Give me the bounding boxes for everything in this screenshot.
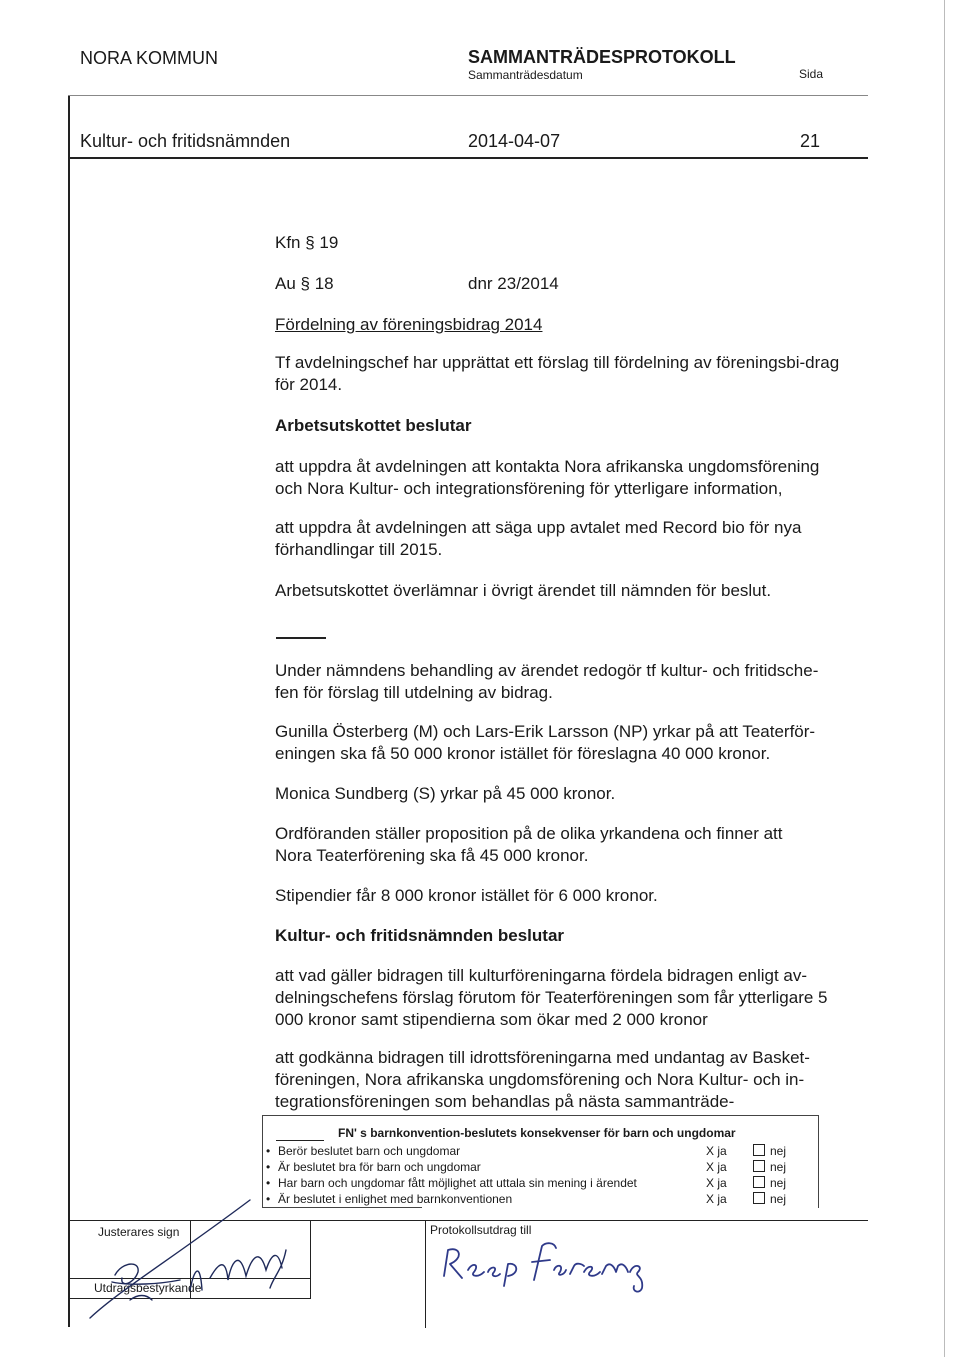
left-margin-rule <box>68 95 70 1327</box>
paragraph-au-decision-1: att uppdra åt avdelningen att kontakta Nora afrikanska ungdomsförening och Nora Kultur- och integrationsförening för ytterligare information, <box>275 457 820 498</box>
page-number: 21 <box>800 131 821 151</box>
utdrag-label: Utdragsbestyrkande <box>94 1281 202 1295</box>
no-checkbox[interactable]: nej <box>753 1159 786 1175</box>
no-checkbox[interactable]: nej <box>753 1191 786 1207</box>
yes-checked[interactable]: X ja <box>706 1176 727 1190</box>
committee-name: Kultur- och fritidsnämnden <box>80 131 291 151</box>
paragraph-decision-culture: att vad gäller bidragen till kulturföreningarna fördela bidragen enligt av-delningschefens förslag förutom för Teaterföreningen som får ytterligare 5 000 kronor samt stipendierna som ökar med 2 000 kronor <box>275 966 828 1029</box>
child-rights-row: • Har barn och ungdomar fått möjlighet att uttala sin mening i ärendet <box>266 1176 637 1190</box>
protokoll-divider <box>425 1220 426 1328</box>
heading-au-decides: Arbetsutskottet beslutar <box>275 416 472 435</box>
heading-committee-decides: Kultur- och fritidsnämnden beslutar <box>275 926 565 945</box>
no-checkbox[interactable]: nej <box>753 1143 786 1159</box>
paragraph-au-decision-2: att uppdra åt avdelningen att säga upp avtalet med Record bio för nya förhandlingar till 2015. <box>275 518 802 559</box>
municipality-name: NORA KOMMUN <box>80 48 219 68</box>
yes-checked[interactable]: X ja <box>706 1144 727 1158</box>
child-rights-title: FN' s barnkonvention-beslutets konsekvenser för barn och ungdomar <box>338 1126 736 1140</box>
au-paragraph-number: Au § 18 <box>275 274 334 293</box>
checkbox-icon <box>753 1176 765 1188</box>
checkbox-icon <box>753 1144 765 1156</box>
child-rights-row: • Är beslutet bra för barn och ungdomar <box>266 1160 481 1174</box>
child-rights-row: • Är beslutet i enlighet med barnkonventionen <box>266 1192 513 1206</box>
blank-line <box>276 1140 324 1141</box>
paragraph-intro: Tf avdelningschef har upprättat ett förslag till fördelning av föreningsbi-drag för 2014. <box>275 353 840 394</box>
justerare-label: Justerares sign <box>98 1225 180 1239</box>
document-type: SAMMANTRÄDESPROTOKOLL <box>468 47 736 67</box>
right-edge-rule <box>944 0 945 1357</box>
child-rights-row: • Berör beslutet barn och ungdomar <box>266 1144 461 1158</box>
signature-marks <box>60 1190 320 1330</box>
header-rule-bottom <box>68 157 868 159</box>
section-divider <box>276 637 326 639</box>
yes-checked[interactable]: X ja <box>706 1192 727 1206</box>
paragraph-chair-proposition: Ordföranden ställer proposition på de olika yrkandena och finner att Nora Teaterförening ska få 45 000 kronor. <box>275 824 783 865</box>
paragraph-au-handover: Arbetsutskottet överlämnar i övrigt ärendet till nämnden för beslut. <box>275 581 772 600</box>
no-checkbox[interactable]: nej <box>753 1175 786 1191</box>
paragraph-proposal-2: Monica Sundberg (S) yrkar på 45 000 kronor. <box>275 784 616 803</box>
meeting-date: 2014-04-07 <box>468 131 561 151</box>
subject-heading: Fördelning av föreningsbidrag 2014 <box>275 315 543 334</box>
protokoll-recipient-handwriting <box>438 1236 668 1296</box>
meeting-date-label: Sammanträdesdatum <box>468 68 583 82</box>
checkbox-icon <box>753 1192 765 1204</box>
paragraph-treatment: Under nämndens behandling av ärendet redogör tf kultur- och fritidsche-fen för förslag till utdelning av bidrag. <box>275 661 819 702</box>
checkbox-icon <box>753 1160 765 1172</box>
paragraph-decision-sports: att godkänna bidragen till idrottsföreningarna med undantag av Basket-föreningen, Nora afrikanska ungdomsförening och Nora Kultur- och in-tegrationsföreningen som behandlas på nästa sammanträde- <box>275 1048 810 1111</box>
page-label: Sida <box>799 67 824 81</box>
case-number: dnr 23/2014 <box>468 274 559 293</box>
paragraph-scholarships: Stipendier får 8 000 kronor istället för 6 000 kronor. <box>275 886 658 905</box>
yes-checked[interactable]: X ja <box>706 1160 727 1174</box>
kfn-paragraph-number: Kfn § 19 <box>275 233 339 252</box>
paragraph-proposal-1: Gunilla Österberg (M) och Lars-Erik Larsson (NP) yrkar på att Teaterför-eningen ska få 50 000 kronor istället för föreslagna 40 000 kronor. <box>275 722 816 763</box>
protokoll-label: Protokollsutdrag till <box>430 1223 532 1237</box>
header-rule-top <box>68 95 868 96</box>
